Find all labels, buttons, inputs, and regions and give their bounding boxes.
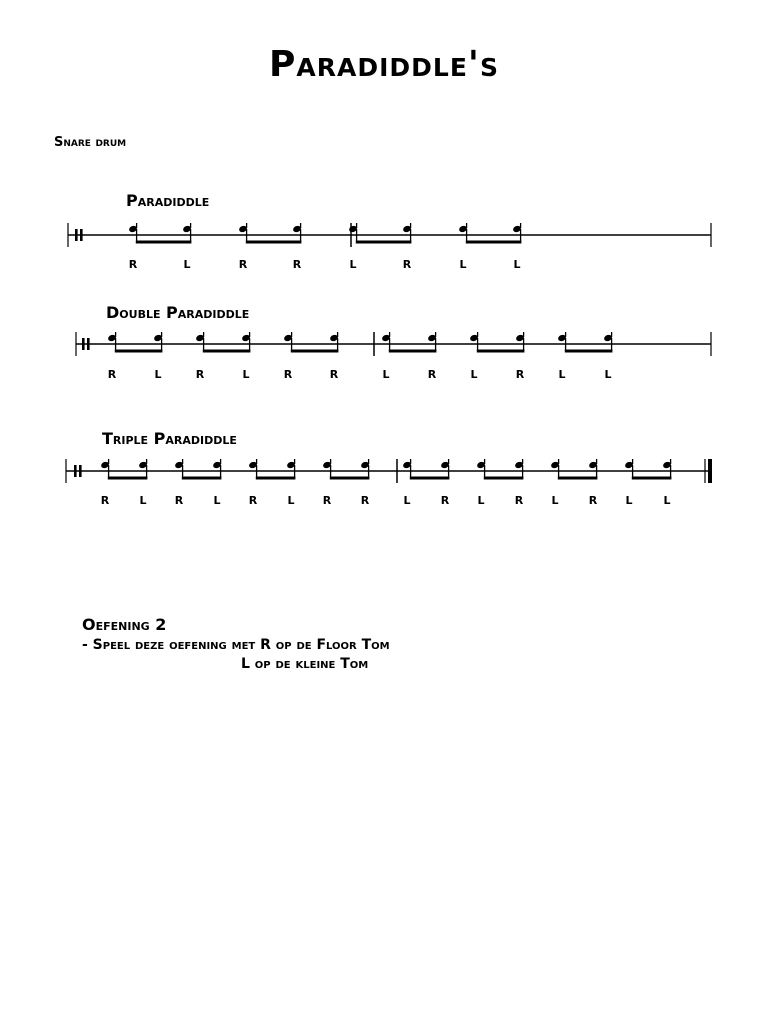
sticking-letter: R	[515, 368, 525, 381]
sticking-letter: R	[248, 494, 258, 507]
sticking-letter: L	[139, 494, 147, 507]
sticking-letter: L	[154, 368, 162, 381]
exercise-label-double-paradiddle: Double Paradiddle	[106, 303, 250, 322]
sticking-letter: L	[287, 494, 295, 507]
final-barline-thick	[708, 459, 712, 483]
note-beam	[291, 350, 339, 353]
page-title: Paradiddle's	[269, 44, 499, 85]
percussion-clef	[79, 465, 82, 477]
sticking-letter: L	[242, 368, 250, 381]
note-beam	[330, 477, 370, 480]
note-beam	[115, 350, 163, 353]
sticking-letter: R	[427, 368, 437, 381]
percussion-clef	[75, 229, 78, 241]
sticking-letter: R	[402, 258, 412, 271]
sticking-letter: L	[604, 368, 612, 381]
sticking-letter: R	[322, 494, 332, 507]
sticking-letter: L	[625, 494, 633, 507]
percussion-clef	[74, 465, 77, 477]
instrument-label: Snare drum	[54, 135, 127, 150]
note-beam	[410, 477, 450, 480]
percussion-clef	[80, 229, 83, 241]
exercise-note-line-2: L op de kleine Tom	[241, 656, 369, 672]
sticking-letter: L	[477, 494, 485, 507]
exercise-label-paradiddle: Paradiddle	[126, 191, 210, 210]
note-beam	[182, 477, 222, 480]
sticking-letter: L	[459, 258, 467, 271]
sticking-letter: L	[513, 258, 521, 271]
sticking-letter: R	[329, 368, 339, 381]
exercise-note-line-1: - Speel deze oefening met R op de Floor Tom	[82, 637, 390, 653]
sticking-letter: R	[360, 494, 370, 507]
sticking-letter: L	[663, 494, 671, 507]
sticking-letter: R	[588, 494, 598, 507]
sticking-letter: L	[551, 494, 559, 507]
sticking-letter: R	[292, 258, 302, 271]
exercise-note-heading: Oefening 2	[82, 615, 167, 634]
note-beam	[558, 477, 598, 480]
sticking-letter: L	[213, 494, 221, 507]
note-beam	[484, 477, 524, 480]
sticking-letter: L	[403, 494, 411, 507]
sticking-letter: R	[440, 494, 450, 507]
sticking-letter: L	[349, 258, 357, 271]
sticking-letter: L	[558, 368, 566, 381]
sticking-letter: L	[183, 258, 191, 271]
exercise-label-triple-paradiddle: Triple Paradiddle	[102, 429, 237, 448]
note-beam	[203, 350, 251, 353]
sticking-letter: R	[514, 494, 524, 507]
note-beam	[565, 350, 613, 353]
note-beam	[246, 241, 302, 244]
note-beam	[356, 241, 412, 244]
sticking-letter: R	[107, 368, 117, 381]
sticking-letter: R	[283, 368, 293, 381]
note-beam	[466, 241, 522, 244]
percussion-clef	[82, 338, 85, 350]
sticking-letter: L	[382, 368, 390, 381]
percussion-clef	[87, 338, 90, 350]
note-beam	[389, 350, 437, 353]
sticking-letter: R	[195, 368, 205, 381]
note-beam	[632, 477, 672, 480]
note-beam	[256, 477, 296, 480]
sticking-letter: R	[238, 258, 248, 271]
sticking-letter: R	[174, 494, 184, 507]
note-beam	[136, 241, 192, 244]
sticking-letter: R	[128, 258, 138, 271]
note-beam	[477, 350, 525, 353]
sticking-letter: R	[100, 494, 110, 507]
note-beam	[108, 477, 148, 480]
sticking-letter: L	[470, 368, 478, 381]
